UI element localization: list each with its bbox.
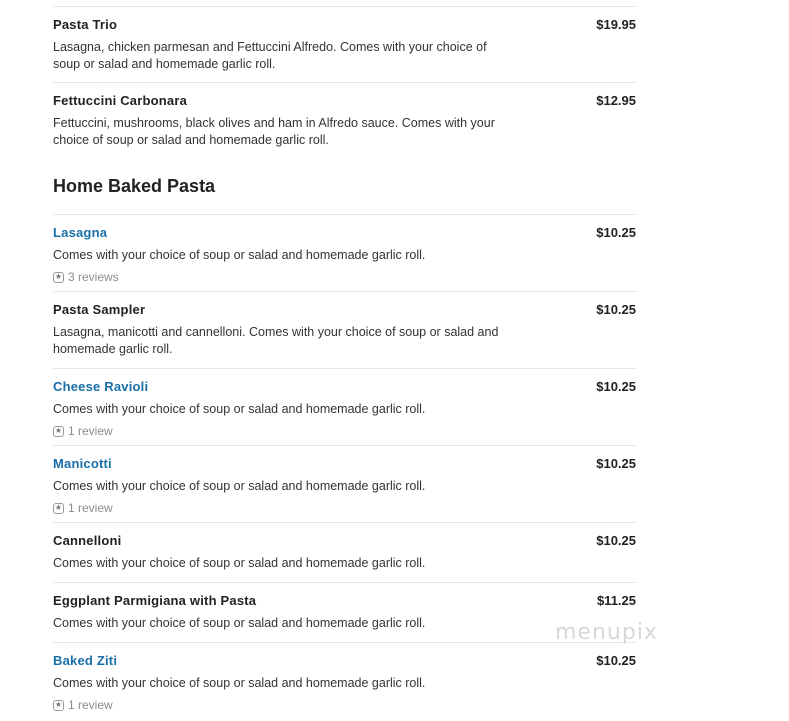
star-badge-icon: ★ [54, 700, 63, 709]
review-count: 1 review [68, 424, 113, 438]
section-title: Home Baked Pasta [53, 176, 216, 196]
item-price: $12.95 [596, 93, 636, 108]
review-link[interactable] [53, 698, 113, 712]
item-price: $10.25 [596, 653, 636, 668]
review-count: 1 review [68, 501, 113, 515]
menu-content [53, 0, 636, 721]
item-price: $10.25 [596, 225, 636, 240]
menu-item [53, 583, 636, 643]
review-count: 1 review [68, 698, 113, 712]
menu-item [53, 7, 636, 83]
star-badge-icon: ★ [54, 426, 63, 435]
review-link[interactable] [53, 424, 113, 438]
item-price: $10.25 [596, 302, 636, 317]
item-description: Comes with your choice of soup or salad and homemade garlic roll. [53, 676, 426, 690]
item-name-link[interactable]: Lasagna [53, 225, 108, 240]
menu-item [53, 215, 636, 292]
menu-item [53, 446, 636, 523]
star-badge-icon: ★ [54, 503, 63, 512]
watermark: menupix [555, 620, 658, 645]
item-name-link[interactable]: Baked Ziti [53, 653, 118, 668]
item-description: Fettuccini, mushrooms, black olives and ham in Alfredo sauce. Comes with your choice of soup or salad and homemade garlic roll. [53, 116, 495, 147]
item-description: Comes with your choice of soup or salad and homemade garlic roll. [53, 556, 426, 570]
item-price: $11.25 [596, 593, 636, 608]
menu-item [53, 643, 636, 721]
review-link[interactable] [53, 270, 119, 284]
item-name: Eggplant Parmigiana with Pasta [53, 593, 257, 608]
item-name-link[interactable]: Manicotti [53, 456, 112, 471]
item-name-link[interactable]: Cheese Ravioli [53, 379, 149, 394]
section-header [53, 158, 636, 215]
item-name: Fettuccini Carbonara [53, 93, 188, 108]
item-price: $10.25 [596, 456, 636, 471]
item-price: $10.25 [596, 533, 636, 548]
item-description: Lasagna, manicotti and cannelloni. Comes with your choice of soup or salad and homemade garlic roll. [53, 325, 499, 356]
item-description: Lasagna, chicken parmesan and Fettuccini Alfredo. Comes with your choice of soup or salad and homemade garlic roll. [53, 40, 487, 71]
star-badge-icon: ★ [54, 272, 63, 281]
review-link[interactable] [53, 501, 113, 515]
item-description: Comes with your choice of soup or salad and homemade garlic roll. [53, 479, 426, 493]
menu-item [53, 369, 636, 446]
item-description: Comes with your choice of soup or salad and homemade garlic roll. [53, 248, 426, 262]
review-count: 3 reviews [68, 270, 119, 284]
item-name: Pasta Trio [53, 17, 118, 32]
item-description: Comes with your choice of soup or salad and homemade garlic roll. [53, 616, 426, 630]
item-price: $10.25 [596, 379, 636, 394]
item-description: Comes with your choice of soup or salad and homemade garlic roll. [53, 402, 426, 416]
menu-item [53, 292, 636, 369]
item-price: $19.95 [596, 17, 636, 32]
item-name: Pasta Sampler [53, 302, 146, 317]
divider [53, 0, 636, 7]
item-name: Cannelloni [53, 533, 122, 548]
menu-item [53, 523, 636, 583]
